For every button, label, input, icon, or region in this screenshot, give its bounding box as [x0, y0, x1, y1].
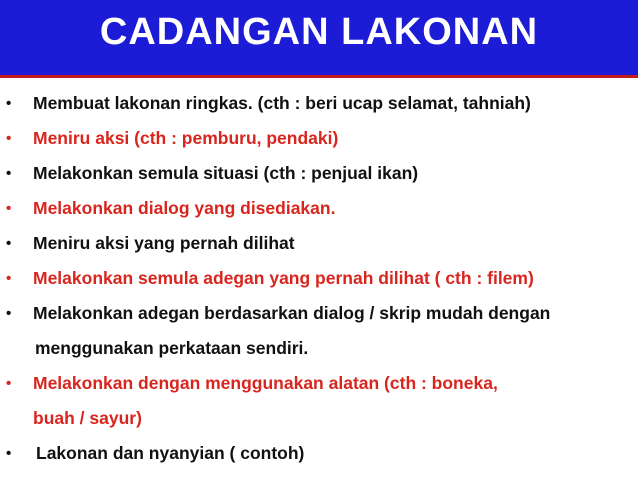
list-item-text: Melakonkan semula adegan yang pernah dilihat ( cth : filem) — [33, 268, 534, 288]
title-banner — [0, 0, 638, 78]
list-item-text: Melakonkan dengan menggunakan alatan (cth : boneka, — [33, 373, 498, 393]
bullet-icon: • — [6, 235, 12, 252]
bullet-icon: • — [6, 200, 12, 217]
list-item-text: Melakonkan adegan berdasarkan dialog / skrip mudah dengan — [33, 303, 551, 323]
bullet-icon: • — [6, 375, 12, 392]
bullet-icon: • — [6, 130, 12, 147]
list-item-continuation: menggunakan perkataan sendiri. — [35, 338, 309, 358]
bullet-icon: • — [6, 165, 12, 182]
page-title: CADANGAN LAKONAN — [99, 11, 539, 53]
list-item-continuation: buah / sayur) — [33, 408, 142, 428]
list-item-text: Membuat lakonan ringkas. (cth : beri ucap selamat, tahniah) — [33, 93, 531, 113]
list-item — [0, 121, 638, 156]
bullet-icon: • — [6, 445, 12, 462]
list-item-text: Melakonkan dialog yang disediakan. — [33, 198, 336, 218]
list-item-text: Melakonkan semula situasi (cth : penjual ikan) — [33, 163, 419, 183]
list-item — [0, 191, 638, 226]
list-item — [0, 296, 638, 331]
list-item-text: Meniru aksi (cth : pemburu, pendaki) — [33, 128, 339, 148]
list-item-text: Meniru aksi yang pernah dilihat — [33, 233, 295, 253]
list-item — [0, 86, 638, 121]
bullet-list — [0, 86, 638, 471]
list-item — [0, 366, 638, 401]
list-item — [0, 226, 638, 261]
list-item-text: Lakonan dan nyanyian ( contoh) — [36, 443, 305, 463]
bullet-icon: • — [6, 305, 12, 322]
list-item — [0, 261, 638, 296]
bullet-icon: • — [6, 95, 12, 112]
list-item — [0, 436, 638, 471]
list-item — [0, 156, 638, 191]
bullet-icon: • — [6, 270, 12, 287]
